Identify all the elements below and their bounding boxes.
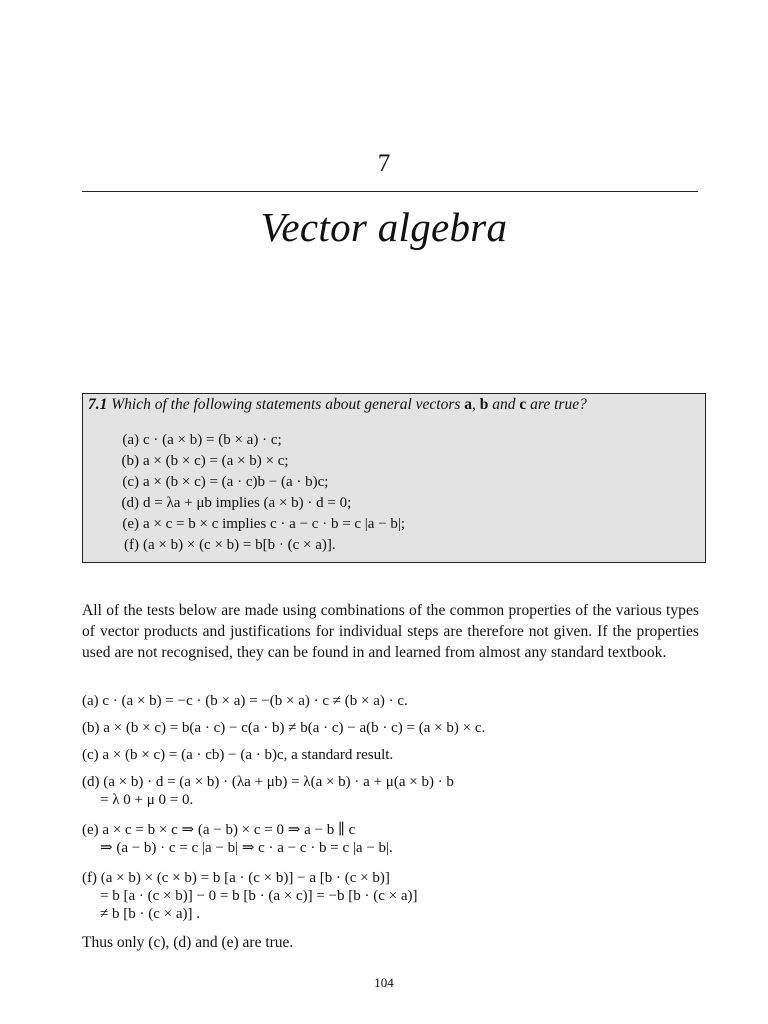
problem-option: [111, 537, 336, 554]
problem-option: [111, 516, 405, 533]
option-text: a × (b × c) = (a · c)b − (a · b)c;: [143, 474, 329, 490]
page-number: 104: [374, 975, 394, 990]
question-text-before: Which of the following statements about general vectors: [111, 396, 461, 413]
chapter-number: 7: [377, 150, 391, 177]
conclusion: Thus only (c), (d) and (e) are true.: [82, 934, 294, 951]
solution-line: = λ 0 + μ 0 = 0.: [100, 792, 194, 808]
solution-item: [82, 869, 418, 923]
solution-label: (c): [82, 747, 99, 763]
option-label: (a): [122, 432, 139, 448]
solution-line: ≠ b [b · (c × a)] .: [100, 906, 200, 922]
option-label: (e): [122, 516, 139, 532]
question-text-after: are true?: [530, 396, 587, 413]
option-text: (a × b) × (c × b) = b[b · (c × a)].: [143, 537, 336, 553]
solution-label: (f): [82, 870, 97, 886]
problem-option: [111, 453, 289, 470]
solution-label: (a): [82, 693, 99, 709]
question-separator: ,: [472, 396, 476, 413]
solution-line: = b [a · (c × b)] − 0 = b [b · (a × c)] = −b [b · (c × a)]: [100, 888, 418, 904]
vector-a: a: [464, 396, 473, 413]
solution-item: [82, 692, 408, 710]
solution-line: a × (b × c) = b(a · c) − c(a · b) ≠ b(a · c) − a(b · c) = (a × b) × c.: [103, 720, 486, 736]
intro-paragraph: All of the tests below are made using combinations of the common properties of the various types of vector products and justifications for individual steps are therefore not given. If the properties used are not recognised, they can be found in and learned from almost any standard textbook.: [82, 602, 699, 661]
option-label: (c): [122, 474, 139, 490]
solution-line: (a × b) × (c × b) = b [a · (c × b)] − a [b · (c × b)]: [100, 870, 390, 886]
solution-item: [82, 719, 485, 737]
solution-line: ⇒ (a − b) · c = c |a − b| ⇒ c · a − c · b = c |a − b|.: [100, 840, 393, 856]
option-label: (f): [124, 537, 139, 553]
solution-label: (d): [82, 774, 100, 790]
option-label: (b): [121, 453, 139, 469]
solution-line: (a × b) · d = (a × b) · (λa + μb) = λ(a × b) · a + μ(a × b) · b: [103, 774, 454, 790]
option-text: a × (b × c) = (a × b) × c;: [143, 453, 289, 469]
option-label: (d): [121, 495, 139, 511]
solution-line: c · (a × b) = −c · (b × a) = −(b × a) · c ≠ (b × a) · c.: [102, 693, 408, 709]
problem-number: 7.1: [88, 396, 108, 413]
problem-box: [82, 393, 706, 563]
chapter-title: Vector algebra: [260, 204, 508, 250]
vector-c: c: [519, 396, 527, 413]
question-and: and: [492, 396, 516, 413]
option-text: c · (a × b) = (b × a) · c;: [143, 432, 282, 448]
problem-option: [111, 432, 282, 449]
problem-option: [111, 474, 328, 491]
solution-label: (e): [82, 822, 99, 838]
solution-item: [82, 821, 393, 857]
chapter-rule: [82, 191, 698, 192]
option-text: a × c = b × c implies c · a − c · b = c |a − b|;: [143, 516, 406, 532]
solution-item: [82, 773, 454, 809]
problem-option: [111, 495, 351, 512]
solution-line: a × (b × c) = (a · cb) − (a · b)c, a standard result.: [102, 747, 394, 763]
solution-item: [82, 746, 393, 764]
solution-label: (b): [82, 720, 100, 736]
solution-line: a × c = b × c ⇒ (a − b) × c = 0 ⇒ a − b ∥ c: [102, 822, 356, 838]
vector-b: b: [479, 396, 489, 413]
problem-question: [88, 396, 587, 414]
option-text: d = λa + μb implies (a × b) · d = 0;: [143, 495, 352, 511]
